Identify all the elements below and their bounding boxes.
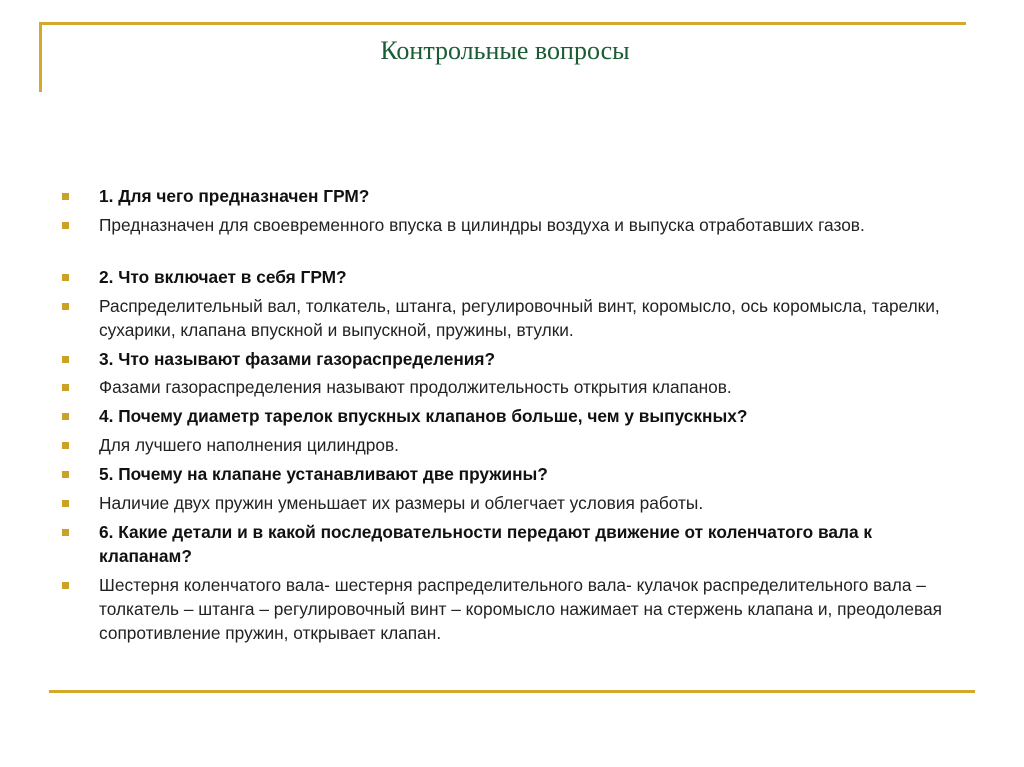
bullet-icon (62, 303, 69, 310)
item-text: Фазами газораспределения называют продолжительность открытия клапанов. (99, 377, 732, 397)
bullet-icon (62, 384, 69, 391)
item-text: 3. Что называют фазами газораспределения? (99, 349, 496, 369)
item-text: Предназначен для своевременного впуска в цилиндры воздуха и выпуска отработавших газов. (99, 215, 865, 235)
item-text: 2. Что включает в себя ГРМ? (99, 267, 347, 287)
bullet-icon (62, 471, 69, 478)
bullet-icon (62, 274, 69, 281)
bullet-icon (62, 582, 69, 589)
slide-title: Контрольные вопросы (380, 36, 630, 65)
bullet-icon (62, 529, 69, 536)
list-item (99, 491, 959, 515)
list-item (99, 433, 959, 457)
bullet-icon (62, 222, 69, 229)
bottom-border-line (49, 690, 975, 693)
list-item (99, 294, 959, 342)
list-item (99, 347, 959, 371)
item-text: 6. Какие детали и в какой последовательности передают движение от коленчатого вала к клапанам? (99, 522, 873, 566)
list-item (99, 213, 959, 237)
list-item (99, 375, 959, 399)
item-text: 4. Почему диаметр тарелок впускных клапанов больше, чем у выпускных? (99, 406, 748, 426)
list-item (99, 462, 959, 486)
list-item (99, 520, 959, 568)
bullet-icon (62, 500, 69, 507)
list-item (99, 404, 959, 428)
list-item (99, 265, 959, 289)
top-border-line (40, 22, 966, 25)
item-text: Наличие двух пружин уменьшает их размеры и облегчает условия работы. (99, 493, 704, 513)
bullet-icon (62, 356, 69, 363)
item-text: Распределительный вал, толкатель, штанга, регулировочный винт, коромысло, ось коромысла, тарелки, сухарики, клапана впускной и выпускной, пружины, втулки. (99, 296, 940, 340)
item-text: Шестерня коленчатого вала- шестерня распределительного вала- кулачок распределительного вала – толкатель – штанга – регулировочный винт – коромысло нажимает на стержень клапана и, преодолевая сопротивление пружин, открывает клапан. (99, 575, 942, 643)
bullet-icon (62, 442, 69, 449)
list-item (99, 184, 959, 208)
list-item (99, 573, 959, 645)
item-text: Для лучшего наполнения цилиндров. (99, 435, 399, 455)
item-text: 5. Почему на клапане устанавливают две пружины? (99, 464, 548, 484)
item-text: 1. Для чего предназначен ГРМ? (99, 186, 370, 206)
bullet-icon (62, 413, 69, 420)
bullet-icon (62, 193, 69, 200)
